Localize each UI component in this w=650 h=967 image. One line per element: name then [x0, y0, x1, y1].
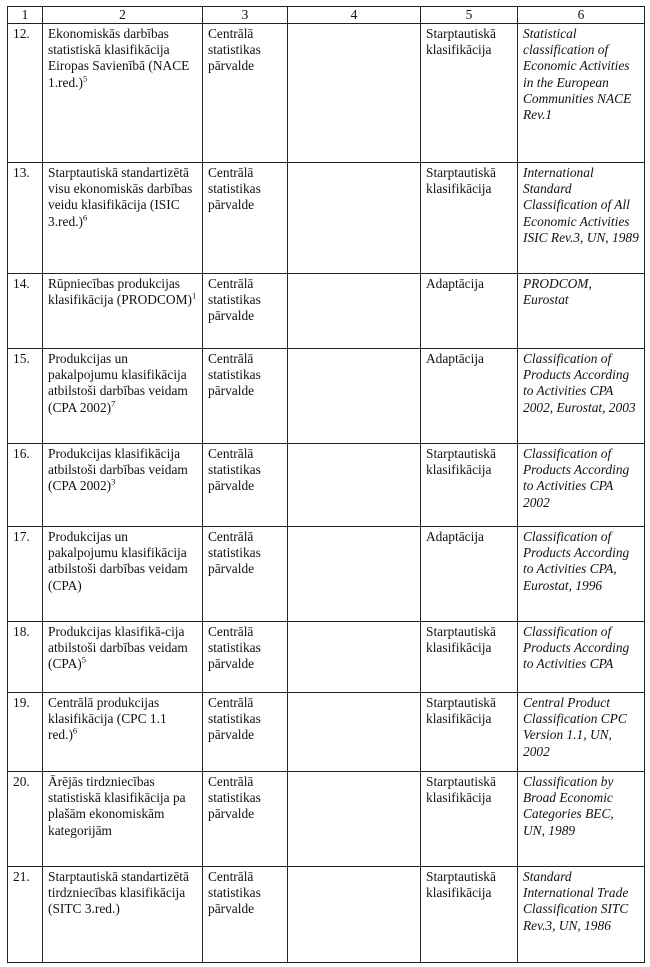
classification-name: Produkcijas klasifikā-cija atbilstoši darbības veidam (CPA)$^5$ — [43, 622, 203, 693]
table-row — [8, 772, 645, 867]
table-row — [8, 622, 645, 693]
source-classification: Classification of Products According to Activities CPA 2002 — [518, 444, 645, 527]
table-row — [8, 867, 645, 963]
footnote-mark: 6 — [72, 725, 78, 736]
classification-name: Ārējās tirdzniecības statistiskā klasifikācija pa plašām ekonomiskām kategorijām — [43, 772, 203, 867]
source-classification: Central Product Classification CPC Version 1.1, UN, 2002 — [518, 693, 645, 772]
responsible-institution: Centrālā statistikas pārvalde — [203, 622, 288, 693]
classification-type: Starptautiskā klasifikācija — [421, 772, 518, 867]
table-row — [8, 274, 645, 349]
row-number: 12. — [8, 24, 43, 163]
responsible-institution: Centrālā statistikas pārvalde — [203, 444, 288, 527]
row-number: 14. — [8, 274, 43, 349]
responsible-institution: Centrālā statistikas pārvalde — [203, 527, 288, 622]
column-header-3: 3 — [203, 7, 288, 24]
classification-name: Ekonomiskās darbības statistiskā klasifikācija Eiropas Savienībā (NACE 1.red.)$^5$ — [43, 24, 203, 163]
column-header-1: 1 — [8, 7, 43, 24]
row-number: 19. — [8, 693, 43, 772]
table-row — [8, 349, 645, 444]
responsible-institution: Centrālā statistikas pārvalde — [203, 163, 288, 274]
table-row — [8, 444, 645, 527]
source-classification: Classification by Broad Economic Categories BEC, UN, 1989 — [518, 772, 645, 867]
footnote-mark: 3 — [111, 476, 116, 487]
footnote-mark: 5 — [82, 73, 88, 84]
footnote-mark: 7 — [111, 398, 116, 409]
classification-type: Starptautiskā klasifikācija — [421, 867, 518, 963]
column-4-cell — [288, 349, 421, 444]
classification-name: Produkcijas un pakalpojumu klasifikācija atbilstoši darbības veidam (CPA 2002)$^7$ — [43, 349, 203, 444]
classification-name: Starptautiskā standartizētā visu ekonomiskās darbības veidu klasifikācija (ISIC 3.red.)$^6$ — [43, 163, 203, 274]
responsible-institution: Centrālā statistikas pārvalde — [203, 867, 288, 963]
classification-name: Produkcijas klasifikācija atbilstoši darbības veidam (CPA 2002)$^3$ — [43, 444, 203, 527]
column-4-cell — [288, 693, 421, 772]
source-classification: PRODCOM, Eurostat — [518, 274, 645, 349]
row-number: 21. — [8, 867, 43, 963]
column-4-cell — [288, 772, 421, 867]
column-header-6: 6 — [518, 7, 645, 24]
responsible-institution: Centrālā statistikas pārvalde — [203, 693, 288, 772]
row-number: 15. — [8, 349, 43, 444]
table-row — [8, 693, 645, 772]
column-header-4: 4 — [288, 7, 421, 24]
column-4-cell — [288, 274, 421, 349]
column-4-cell — [288, 444, 421, 527]
responsible-institution: Centrālā statistikas pārvalde — [203, 349, 288, 444]
responsible-institution: Centrālā statistikas pārvalde — [203, 274, 288, 349]
classification-type: Starptautiskā klasifikācija — [421, 444, 518, 527]
source-classification: Classification of Products According to Activities CPA 2002, Eurostat, 2003 — [518, 349, 645, 444]
column-4-cell — [288, 867, 421, 963]
row-number: 17. — [8, 527, 43, 622]
table-row — [8, 527, 645, 622]
footnote-mark: 6 — [82, 212, 88, 223]
row-number: 18. — [8, 622, 43, 693]
source-classification: Standard International Trade Classification SITC Rev.3, UN, 1986 — [518, 867, 645, 963]
row-number: 16. — [8, 444, 43, 527]
source-classification: Statistical classification of Economic Activities in the European Communities NACE Rev.1 — [518, 24, 645, 163]
responsible-institution: Centrālā statistikas pārvalde — [203, 24, 288, 163]
footnote-mark: 5 — [81, 654, 86, 665]
responsible-institution: Centrālā statistikas pārvalde — [203, 772, 288, 867]
table-row — [8, 24, 645, 163]
column-header-2: 2 — [43, 7, 203, 24]
classification-type: Starptautiskā klasifikācija — [421, 622, 518, 693]
column-header-5: 5 — [421, 7, 518, 24]
classification-name: Produkcijas un pakalpojumu klasifikācija atbilstoši darbības veidam (CPA) — [43, 527, 203, 622]
classification-name: Centrālā produkcijas klasifikācija (CPC 1.1 red.)$^6$ — [43, 693, 203, 772]
column-4-cell — [288, 163, 421, 274]
source-classification: Classification of Products According to Activities CPA, Eurostat, 1996 — [518, 527, 645, 622]
header-row — [8, 7, 645, 24]
classification-type: Starptautiskā klasifikācija — [421, 24, 518, 163]
classification-type: Adaptācija — [421, 349, 518, 444]
column-4-cell — [288, 527, 421, 622]
source-classification: International Standard Classification of All Economic Activities ISIC Rev.3, UN, 1989 — [518, 163, 645, 274]
row-number: 13. — [8, 163, 43, 274]
table-row — [8, 163, 645, 274]
column-4-cell — [288, 622, 421, 693]
classification-type: Adaptācija — [421, 527, 518, 622]
classification-table — [7, 6, 645, 963]
classification-type: Starptautiskā klasifikācija — [421, 163, 518, 274]
source-classification: Classification of Products According to Activities CPA — [518, 622, 645, 693]
column-4-cell — [288, 24, 421, 163]
classification-type: Starptautiskā klasifikācija — [421, 693, 518, 772]
classification-type: Adaptācija — [421, 274, 518, 349]
classification-name: Rūpniecības produkcijas klasifikācija (PRODCOM)$^1$ — [43, 274, 203, 349]
footnote-mark: 1 — [191, 290, 197, 301]
classification-name: Starptautiskā standartizētā tirdzniecības klasifikācija (SITC 3.red.) — [43, 867, 203, 963]
row-number: 20. — [8, 772, 43, 867]
